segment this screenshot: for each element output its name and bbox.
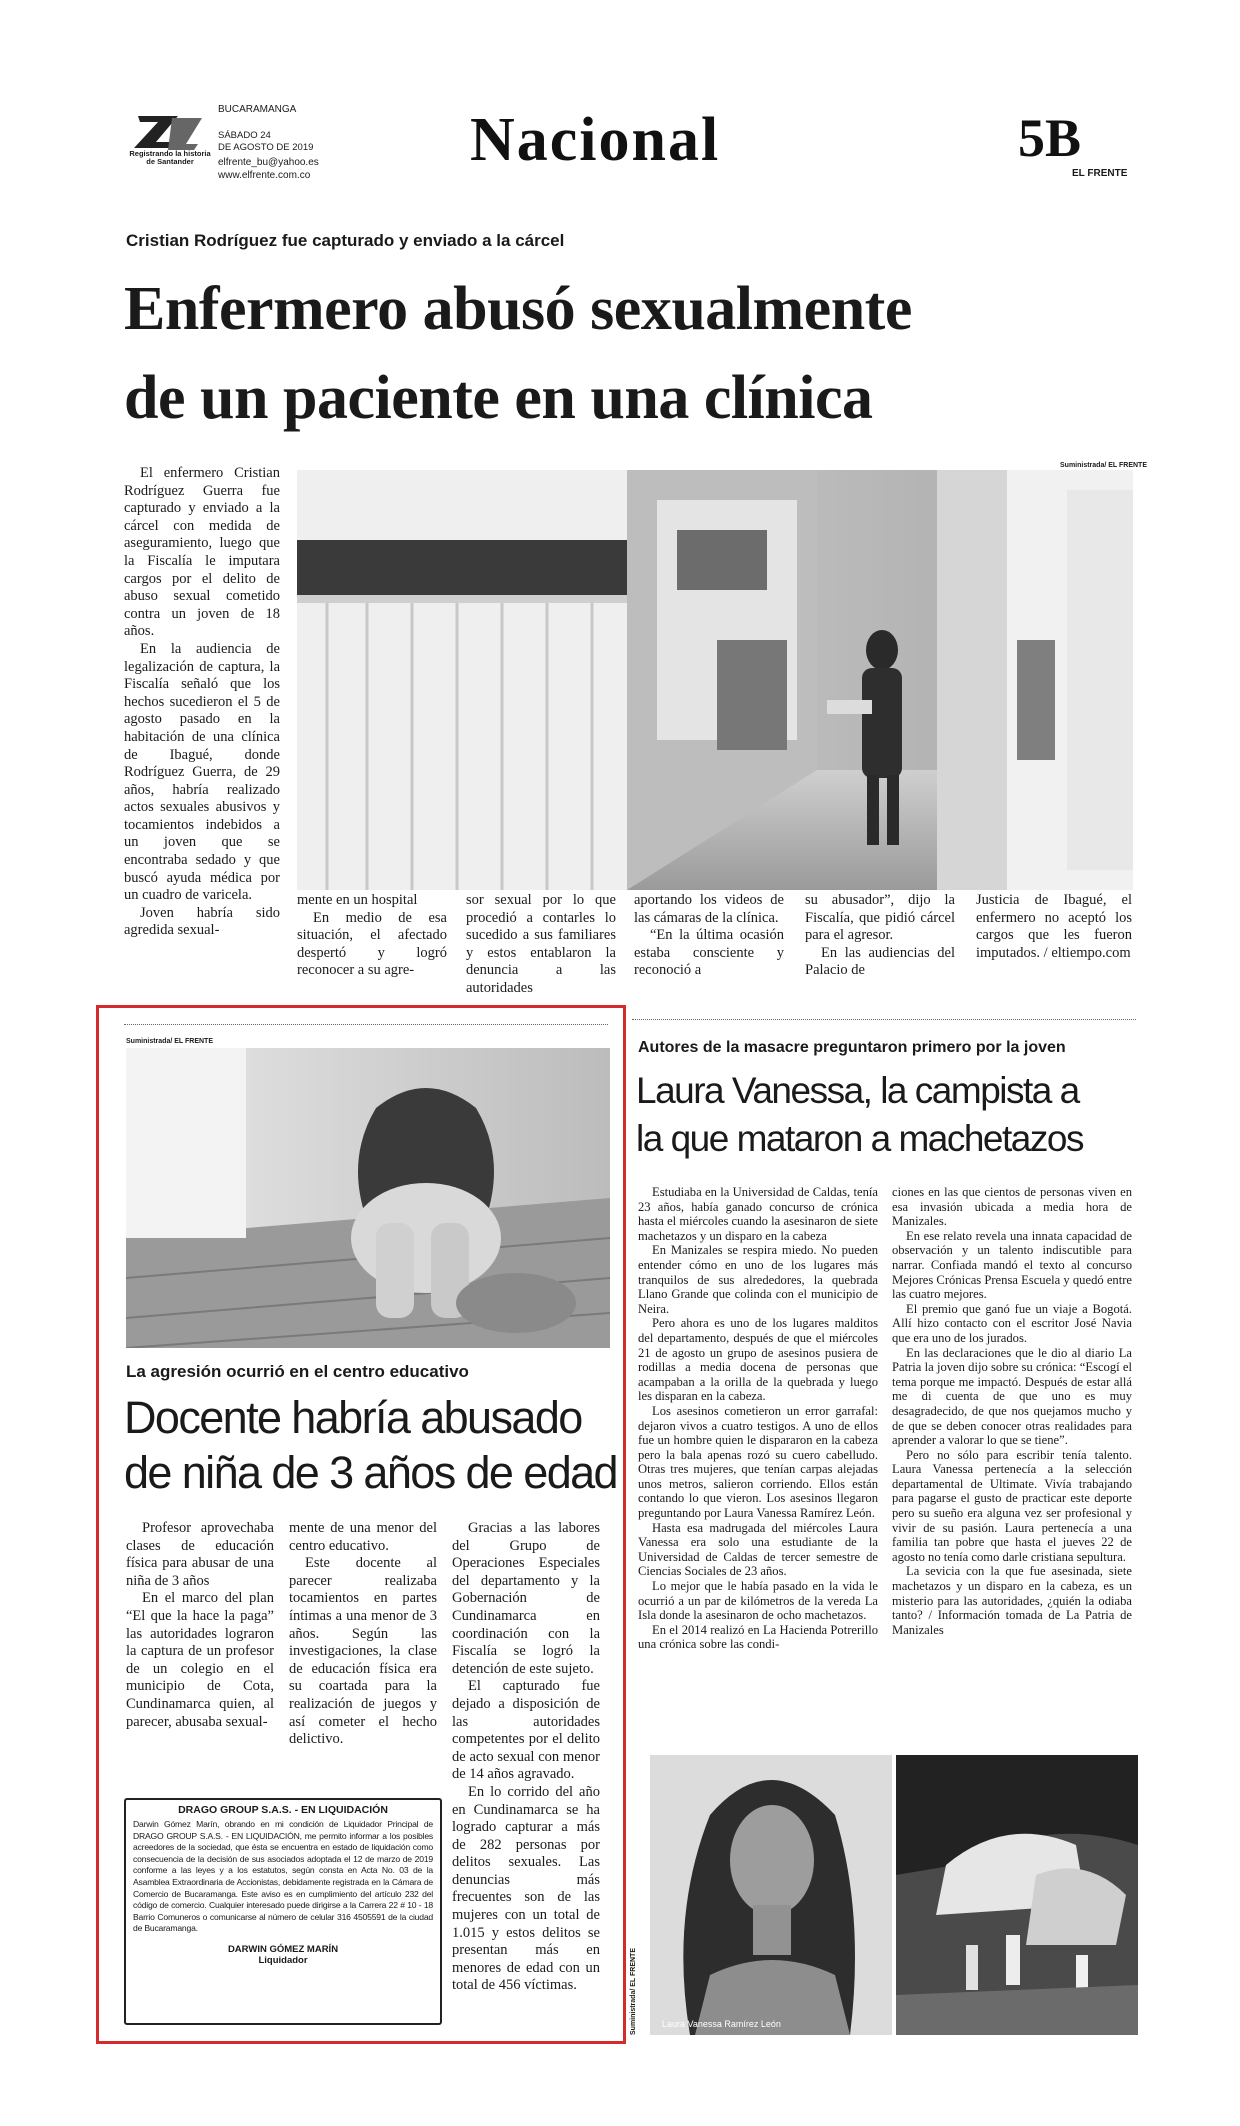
left-story <box>100 1010 622 2040</box>
dotted-divider <box>124 1024 608 1025</box>
top-story-col3 <box>466 892 616 998</box>
hospital-corridor-photo <box>297 470 1133 890</box>
left-story-kicker: La agresión ocurrió en el centro educativo <box>126 1362 469 1381</box>
right-story-headline-line1: Laura Vanessa, la campista a <box>636 1070 1079 1111</box>
paragraph: Pero no sólo para escribir tenía talento. Laura Vanessa pertenecía a la selección departamental de Ultimate. Vivía trabajando para pagarse el gusto de practicar este deporte pero su sueño era alguna vez ser profesional y vivir de su pasión. Laura pertenecía a una familia tan pobre que hasta el jueves 22 de agosto no tenía como darle cristiana sepultura. <box>892 1447 1132 1564</box>
top-story-col4 <box>634 892 784 980</box>
newspaper-logo <box>129 112 211 166</box>
paragraph-continued: ciones en las que cientos de personas viven en esa invasión ubicada a media hora de Manizales. <box>892 1185 1132 1229</box>
paragraph: El enfermero Cristian Rodríguez Guerra fue capturado y enviado a la cárcel con medida de aseguramiento, luego que la Fiscalía le imputara cargos por el delito de abuso sexual cometido contra un joven de 18 años. <box>124 465 280 640</box>
crime-scene-photo <box>896 1755 1138 2035</box>
paragraph: Hasta esa madrugada del miércoles Laura Vanessa era solo una estudiante de la Universidad de Caldas de tercer semestre de Ciencias Sociales de 23 años. <box>638 1520 878 1579</box>
paragraph-continued: su abusador”, dijo la Fiscalía, que pidió cárcel para el agresor. <box>805 892 955 944</box>
paragraph: Joven habría sido agredida sexual- <box>124 904 280 939</box>
left-photo-credit: Suministrada/ EL FRENTE <box>126 1038 213 1045</box>
top-photo-credit: Suministrada/ EL FRENTE <box>1060 462 1147 469</box>
notice-signer: DARWIN GÓMEZ MARÍN <box>227 1943 339 1955</box>
header-city: BUCARAMANGA <box>218 104 297 115</box>
paragraph: En las audiencias del Palacio de <box>805 944 955 979</box>
right-story-headline-line2: la que mataron a machetazos <box>636 1118 1083 1159</box>
right-story-col1 <box>638 1185 878 1652</box>
header-web: www.elfrente.com.co <box>218 170 311 181</box>
portrait-caption: Laura Vanessa Ramírez León <box>662 2019 781 2029</box>
brand-name: EL FRENTE <box>1072 168 1128 179</box>
top-story-headline-line2: de un paciente en una clínica <box>124 364 873 432</box>
logo-tagline: Registrando la historia de Santander <box>129 149 211 166</box>
notice-role: Liquidador <box>258 1954 308 1966</box>
paragraph-continued: sor sexual por lo que procedió a contarles lo sucedido a sus familiares y estos entablaron la denuncia a las autoridades <box>466 892 616 996</box>
paragraph: Pero ahora es uno de los lugares malditos del departamento, después de que el miércoles 21 de agosto un grupo de asesinos pusiera de rodillas a media docena de personas que acampaban a la orilla de la quebrada y luego les disparan en la cabeza. <box>638 1316 878 1404</box>
paragraph: Gracias a las labores del Grupo de Operaciones Especiales del departamento y la Gobernación de Cundinamarca en coordinación con la Fiscalía se logró la detención de este sujeto. <box>452 1520 600 1677</box>
left-story-col1 <box>126 1520 274 1731</box>
paragraph: Profesor aprovechaba clases de educación física para abusar de una niña de 3 años <box>126 1520 274 1589</box>
left-story-headline-line2: de niña de 3 años de edad <box>124 1447 617 1498</box>
dotted-divider <box>632 1019 1136 1020</box>
page-number: 5B <box>1018 108 1082 168</box>
legal-notice <box>124 1798 442 2025</box>
paragraph: Este docente al parecer realizaba tocamientos en partes íntimas a una menor de 3 años. Según las investigaciones, la clase de educación física era su coartada para la realización de juegos y así cometer el hecho delictivo. <box>289 1555 437 1748</box>
paragraph: Lo mejor que le había pasado en la vida le ocurrió a un par de kilómetros de la vereda La Isla donde la asesinaron de ocho machetazos. <box>638 1579 878 1623</box>
paragraph: En ese relato revela una innata capacidad de observación y un talento indiscutible para narrar. Confiada mandó el texto al concurso Mejores Crónicas Prensa Escuela y quedó entre las cuatro mejores. <box>892 1228 1132 1302</box>
top-story-col1 <box>124 465 280 940</box>
left-story-headline-line1: Docente habría abusado <box>124 1392 582 1443</box>
top-story-col6 <box>976 892 1132 962</box>
paragraph: El premio que ganó fue un viaje a Bogotá. Allí hizo contacto con el escritor José Navia que era uno de los jurados. <box>892 1301 1132 1345</box>
sad-child-photo <box>126 1048 610 1348</box>
paragraph: Estudiaba en la Universidad de Caldas, tenía 23 años, había ganado concurso de crónica hasta el miércoles cuando la asesinaron de siete machetazos y un disparo en la cabeza <box>638 1185 878 1243</box>
paragraph: En el marco del plan “El que la hace la paga” las autoridades lograron la captura de un profesor de un colegio en el municipio de Cota, Cundinamarca quien, al parecer, abusaba sexual- <box>126 1590 274 1730</box>
top-story-kicker: Cristian Rodríguez fue capturado y enviado a la cárcel <box>126 231 565 250</box>
right-story <box>630 1005 1140 2045</box>
paragraph-continued: mente de una menor del centro educativo. <box>289 1520 437 1554</box>
right-story-col2 <box>892 1185 1132 1637</box>
masthead <box>0 0 1240 185</box>
paragraph: En el 2014 realizó en La Hacienda Potrerillo una crónica sobre las condi- <box>638 1622 878 1652</box>
paragraph: “En la última ocasión estaba consciente y reconoció a <box>634 927 784 979</box>
paragraph: Los asesinos cometieron un error garrafal: dejaron vivos a cuatro testigos. A uno de ellos fue un hombre quien le dispararon en la cabeza pero la bala apenas rozó su cuero cabelludo. Otras tres mujeres, que tenían carpas alejadas unos metros, salieron corriendo. Ellos están contando lo que vieron. Los asesinos llegaron preguntando por Laura Vanessa Ramírez León. <box>638 1403 878 1521</box>
notice-title: DRAGO GROUP S.A.S. - EN LIQUIDACIÓN <box>178 1804 388 1816</box>
paragraph: En medio de esa situación, el afectado despertó y logró reconocer a su agre- <box>297 909 447 979</box>
right-story-kicker: Autores de la masacre preguntaron primero por la joven <box>638 1039 1066 1056</box>
paragraph-continued: aportando los videos de las cámaras de la clínica. <box>634 892 784 926</box>
paragraph-continued: Justicia de Ibagué, el enfermero no aceptó los cargos que les fueron imputados. / eltiempo.com <box>976 892 1132 961</box>
paragraph: El capturado fue dejado a disposición de las autoridades competentes por el delito de acto sexual con menor de 14 años agravado. <box>452 1678 600 1783</box>
left-story-col2 <box>289 1520 437 1749</box>
header-email: elfrente_bu@yahoo.es <box>218 157 319 168</box>
section-title: Nacional <box>470 106 721 174</box>
paragraph: La sevicia con la que fue asesinada, siete machetazos y un disparo en la cabeza, es un misterio para las autoridades, ¿quién la odiaba tanto? / Información tomada de La Patria de Manizales <box>892 1564 1132 1637</box>
paragraph-continued: mente en un hospital <box>297 892 418 908</box>
top-story-headline-line1: Enfermero abusó sexualmente <box>124 275 912 343</box>
paragraph: En Manizales se respira miedo. No pueden entender cómo en uno de los lugares más tranquilos de sus alrededores, la quebrada Llano Grande que colinda con el municipio de Neira. <box>638 1243 878 1316</box>
header-date-line2: DE AGOSTO DE 2019 <box>218 142 314 153</box>
top-story <box>0 185 1240 995</box>
paragraph: En lo corrido del año en Cundinamarca se ha logrado capturar a más de 282 personas por delitos sexuales. Las denuncias más frecuentes son de las mujeres con un total de 1.015 y estos delitos se presentan más en menores de edad con un total de 456 víctimas. <box>452 1783 600 1994</box>
top-story-col5 <box>805 892 955 980</box>
victim-portrait-photo <box>650 1755 892 2035</box>
header-date-line1: SÁBADO 24 <box>218 130 271 141</box>
paragraph: En la audiencia de legalización de captura, la Fiscalía señaló que los hechos sucedieron el 5 de agosto pasado en la habitación de una clínica de Ibagué, donde Rodríguez Guerra, de 29 años, habría realizado actos sexuales abusivos y tocamientos indebidos a un joven que se encontraba sedado y que buscó ayuda médica por un cuadro de varicela. <box>124 640 280 904</box>
notice-body: Darwin Gómez Marín, obrando en mi condición de Liquidador Principal de DRAGO GROUP S.A.S. - EN LIQUIDACIÓN, me permito informar a los posibles acreedores de la sociedad, que ésta se encuentra en estado de liquidación como consecuencia de la decisión de sus asociados adoptada el 12 de marzo de 2019 conforme a las leyes y a los estatutos, según consta en Acta No. 03 de la Asamblea Extraordinaria de Accionistas, debidamente registrada en la Cámara de Comercio de Bucaramanga. Este aviso es en cumplimiento del artículo 232 del código de comercio. Cualquier interesado puede dirigirse a la Carrera 22 # 10 - 18 Barrio Comuneros o comunicarse al número de celular 316 4505591 de la ciudad de Bucaramanga. <box>133 1819 433 1934</box>
right-photo-credit: Suministrada/ EL FRENTE <box>630 1948 637 2035</box>
left-story-col3 <box>452 1520 600 1995</box>
paragraph: En las declaraciones que le dio al diario La Patria la joven dijo sobre su crónica: “Escogí el tema porque me impactó. Después de estar allá me di cuenta de que uno es muy desagradecido, de que nos quejamos mucho y de que se deben conocer otras realidades para aprender a valorar lo que se tiene”. <box>892 1345 1132 1448</box>
top-story-col2 <box>297 892 447 980</box>
